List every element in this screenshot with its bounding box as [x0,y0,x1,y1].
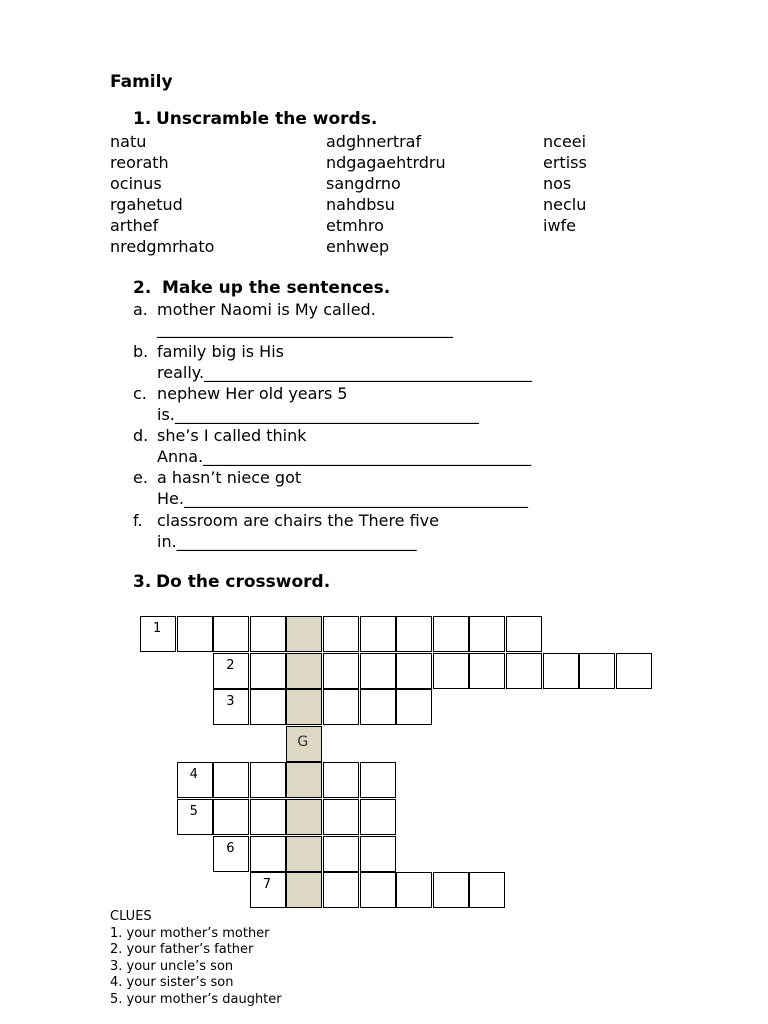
crossword-cell[interactable] [360,689,396,725]
crossword-cell[interactable] [360,799,396,835]
scrambled-word: nahdbsu [326,195,395,214]
crossword-cell[interactable] [396,616,432,652]
scrambled-word: rgahetud [110,195,183,214]
clue-item: 5. your mother’s daughter [110,991,282,1007]
crossword-cell[interactable] [250,762,286,798]
crossword-cell[interactable] [323,799,359,835]
sentence-words: nephew Her old years 5 [157,384,348,403]
clues-heading: CLUES [110,909,152,924]
crossword-cell[interactable] [616,653,652,689]
crossword-cell[interactable] [250,616,286,652]
crossword-cell[interactable] [286,799,322,835]
clue-item: 4. your sister’s son [110,975,234,990]
crossword-cell[interactable] [213,689,249,725]
sentence-label: d. [133,426,149,445]
scrambled-word: ocinus [110,174,162,193]
scrambled-word: natu [110,132,147,151]
crossword-cell[interactable] [433,616,469,652]
sentence-words: family big is His [157,342,284,361]
crossword-number: 7 [262,877,272,893]
crossword-cell[interactable] [286,653,322,689]
sentence-label: f. [133,511,143,530]
crossword-cell[interactable] [469,872,505,908]
crossword-cell[interactable] [250,836,286,872]
scrambled-word: etmhro [326,216,384,235]
sentence-words: a hasn’t niece got [157,468,302,487]
clue-item: 3. your uncle’s son [110,958,234,974]
crossword-cell[interactable] [323,872,359,908]
crossword-cell[interactable] [286,616,322,652]
crossword-number: 4 [189,767,198,783]
section-2-heading: Make up the sentences. [162,278,391,298]
crossword-cell[interactable] [433,872,469,908]
crossword-cell[interactable] [360,872,396,908]
crossword-cell[interactable] [177,799,213,835]
crossword-cell[interactable] [360,616,396,652]
section-3-heading: Do the crossword. [156,572,331,592]
scrambled-word: sangdrno [326,174,401,193]
scrambled-word: neclu [543,195,587,214]
answer-line: is.______________________________________ [157,405,479,424]
sentence-label: b. [133,342,149,361]
crossword-cell[interactable] [543,653,579,689]
scrambled-word: enhwep [326,237,390,256]
crossword-given-letter: G [297,733,309,750]
section-1-heading: Unscramble the words. [156,109,378,129]
section-3-number: 3. [133,572,152,592]
crossword-cell[interactable] [360,653,396,689]
sentence-words: mother Naomi is My called. [157,300,376,319]
crossword-cell[interactable] [469,616,505,652]
crossword-cell[interactable] [396,653,432,689]
crossword-number: 1 [153,621,162,636]
crossword-cell[interactable] [506,653,542,689]
sentence-words: classroom are chairs the There five [157,511,439,530]
scrambled-word: ertiss [543,153,587,172]
crossword-cell[interactable] [250,689,286,725]
crossword-cell[interactable] [323,616,359,652]
scrambled-word: iwfe [543,216,577,235]
crossword-cell[interactable] [433,653,469,689]
answer-line: _____________________________________ [157,319,453,338]
answer-line: really._________________________________________ [157,363,533,382]
crossword-cell[interactable] [360,836,396,872]
crossword-cell[interactable] [323,689,359,725]
page-title: Family [110,72,173,92]
crossword-cell[interactable] [140,616,176,652]
sentence-label: e. [133,468,148,487]
clue-item: 1. your mother’s mother [110,925,270,941]
crossword-number: 6 [226,840,235,856]
scrambled-word: nredgmrhato [110,237,215,256]
crossword-cell[interactable] [213,836,249,872]
crossword-cell[interactable] [286,872,322,908]
answer-line: in.______________________________ [157,532,417,551]
crossword-number: 5 [189,804,198,819]
crossword-cell[interactable] [396,872,432,908]
answer-line: He.___________________________________________ [157,489,528,508]
sentence-words: she’s I called think [157,426,307,445]
scrambled-word: reorath [110,153,169,172]
crossword-cell[interactable] [579,653,615,689]
sentence-label: a. [133,300,148,319]
scrambled-word: adghnertraf [326,132,422,151]
crossword-cell[interactable] [213,616,249,652]
crossword-cell[interactable] [213,653,249,689]
clue-item: 2. your father’s father [110,942,254,957]
crossword-number: 2 [226,657,235,673]
word-column-1 [110,131,214,257]
word-column-3 [543,131,587,236]
crossword-cell[interactable] [323,836,359,872]
scrambled-word: arthef [110,216,159,235]
crossword-cell[interactable] [506,616,542,652]
answer-line: Anna._________________________________________ [157,447,532,466]
crossword-cell[interactable] [323,762,359,798]
crossword-cell[interactable] [469,653,505,689]
crossword-number: 3 [226,694,235,710]
scrambled-word: nos [543,174,572,193]
crossword-cell[interactable] [177,762,213,798]
scrambled-word: ndgagaehtrdru [326,153,446,172]
crossword-cell[interactable] [250,653,286,689]
crossword-cell[interactable] [323,653,359,689]
crossword-cell[interactable] [250,799,286,835]
crossword-cell[interactable] [250,872,286,908]
crossword-cell[interactable] [286,726,322,762]
section-2-number: 2. [133,278,152,298]
crossword-cell[interactable] [213,762,249,798]
crossword-cell[interactable] [286,836,322,872]
sentence-label: c. [133,384,147,403]
crossword-cell[interactable] [396,689,432,725]
crossword-cell[interactable] [360,762,396,798]
clues-list [110,909,282,1008]
crossword-cell[interactable] [286,689,322,725]
word-column-2 [326,131,446,257]
scrambled-word: nceei [543,132,587,151]
crossword-cell[interactable] [286,762,322,798]
crossword-cell[interactable] [213,799,249,835]
section-1-number: 1. [133,109,152,129]
crossword-cell[interactable] [177,616,213,652]
